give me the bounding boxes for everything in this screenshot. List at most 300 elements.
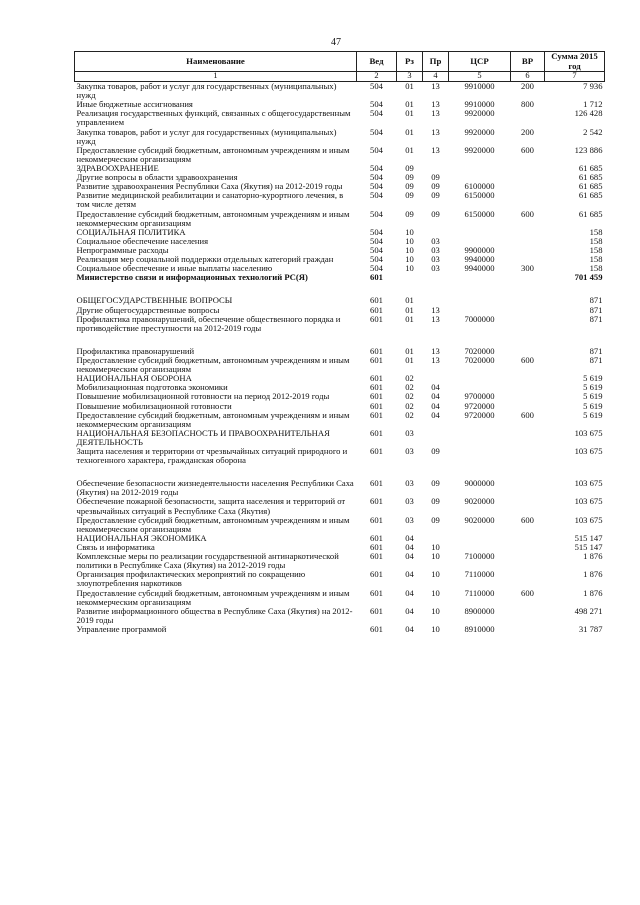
cell-pr: 03 (431, 263, 440, 274)
cell-sum: 1 712 (583, 99, 603, 110)
cell-ved: 601 (370, 542, 383, 553)
cell-rz: 03 (405, 427, 414, 438)
cell-vr (511, 164, 545, 173)
cell-ved (357, 465, 397, 479)
cell-csr: 9920000 (464, 126, 495, 137)
table-row (75, 429, 605, 447)
cell-sum: 103 675 (574, 514, 603, 525)
cell-name: Социальное обеспечение населения (76, 235, 209, 246)
cell-pr: 10 (431, 605, 440, 616)
table-row (75, 411, 605, 429)
cell-pr: 04 (431, 391, 440, 402)
cell-pr: 09 (431, 181, 440, 192)
cell-vr: 200 (521, 81, 534, 91)
cell-sum: 515 147 (574, 542, 603, 553)
cell-csr (449, 429, 511, 447)
cell-vr (511, 552, 545, 570)
cell-rz: 01 (405, 81, 414, 91)
table-row (75, 552, 605, 570)
cell-vr (511, 306, 545, 315)
cell-sum: 701 459 (574, 272, 603, 283)
column-number-row (75, 72, 605, 82)
cell-sum (545, 282, 605, 296)
cell-vr (511, 383, 545, 392)
cell-name: Развитие медицинской реабилитации и санаторно-курортного лечения, в том числе детям (76, 190, 344, 210)
cell-ved: 504 (370, 263, 383, 274)
cell-name: Мобилизационная подготовка экономики (76, 382, 228, 393)
cell-csr: 7020000 (464, 354, 495, 365)
cell-pr: 10 (431, 542, 440, 553)
header-csr: ЦСР (449, 52, 511, 72)
table-row (75, 128, 605, 146)
cell-sum: 61 685 (578, 172, 603, 183)
cell-sum: 158 (589, 244, 603, 255)
cell-vr (511, 191, 545, 209)
cell-name: Предоставление субсидий бюджетным, автономным учреждениям и иным некоммерческим организациям (76, 144, 350, 164)
cell-name: Предоставление субсидий бюджетным, автономным учреждениям и иным некоммерческим организациям (76, 354, 350, 375)
cell-name: Защита населения и территории от чрезвычайных ситуаций природного и техногенного характера, гражданская оборона (76, 446, 348, 466)
cell-pr: 13 (431, 108, 440, 119)
cell-sum: 5 619 (583, 373, 603, 384)
cell-ved: 601 (370, 569, 383, 580)
cell-sum: 103 675 (574, 478, 603, 489)
cell-ved: 504 (370, 81, 383, 91)
cell-ved: 601 (370, 391, 383, 402)
cell-csr (449, 282, 511, 296)
cell-vr (511, 109, 545, 127)
cell-rz: 01 (405, 126, 414, 137)
table-row (75, 82, 605, 101)
cell-sum (545, 465, 605, 479)
cell-sum: 2 542 (583, 126, 603, 137)
cell-csr: 9920000 (464, 144, 495, 155)
cell-ved: 504 (370, 208, 383, 219)
column-number: 3 (397, 72, 423, 82)
cell-csr: 8910000 (464, 624, 495, 635)
table-row (75, 191, 605, 209)
cell-rz: 10 (405, 226, 414, 237)
cell-name: Профилактика правонарушений (76, 345, 195, 356)
cell-ved: 504 (370, 235, 383, 246)
cell-ved: 504 (370, 99, 383, 110)
cell-pr: 03 (431, 254, 440, 265)
cell-name: Предоставление субсидий бюджетным, автономным учреждениям и иным некоммерческим организациям (76, 208, 350, 228)
cell-csr: 9910000 (464, 81, 495, 91)
cell-rz: 01 (405, 295, 414, 306)
cell-ved: 601 (370, 496, 383, 507)
spacer-row (75, 282, 605, 296)
cell-ved: 504 (370, 244, 383, 255)
cell-name: Предоставление субсидий бюджетным, автономным учреждениям и иным некоммерческим организациям (76, 514, 350, 534)
budget-table (74, 51, 605, 634)
cell-vr (511, 315, 545, 333)
cell-pr (423, 333, 449, 347)
cell-name: Предоставление субсидий бюджетным, автономным учреждениям и иным некоммерческим организациям (76, 587, 350, 607)
cell-name: ЗДРАВООХРАНЕНИЕ (76, 162, 159, 173)
cell-csr: 9940000 (464, 254, 495, 265)
table-row (75, 109, 605, 127)
cell-csr (449, 273, 511, 282)
cell-pr (423, 282, 449, 296)
cell-csr (449, 374, 511, 383)
cell-rz: 03 (405, 478, 414, 489)
cell-sum: 126 428 (574, 108, 603, 119)
cell-rz: 01 (405, 345, 414, 356)
cell-csr: 9700000 (464, 391, 495, 402)
cell-pr: 13 (431, 304, 440, 315)
cell-name: Организация профилактических мероприятий по сокращению злоупотребления наркотиков (76, 569, 306, 589)
cell-ved: 504 (370, 181, 383, 192)
cell-vr (511, 534, 545, 543)
cell-pr: 13 (431, 354, 440, 365)
column-number: 1 (75, 72, 357, 82)
cell-vr: 600 (521, 409, 534, 420)
cell-ved: 601 (370, 587, 383, 598)
cell-ved: 504 (370, 254, 383, 265)
cell-name: Развитие здравоохранения Республики Саха (Якутия) на 2012-2019 годы (76, 181, 343, 192)
cell-rz (397, 273, 423, 282)
cell-sum: 498 271 (574, 605, 603, 616)
page-number: 47 (331, 37, 341, 48)
cell-pr: 13 (431, 99, 440, 110)
cell-vr (511, 607, 545, 625)
cell-vr (511, 333, 545, 347)
cell-rz: 01 (405, 99, 414, 110)
cell-rz: 04 (405, 569, 414, 580)
cell-ved: 504 (370, 172, 383, 183)
cell-name: Обеспечение пожарной безопасности, защита населения и территорий от чрезвычайных ситуаций в Республике Саха (Якутия) (76, 496, 346, 516)
column-number: 5 (449, 72, 511, 82)
cell-sum: 515 147 (574, 532, 603, 543)
cell-csr: 6100000 (464, 181, 495, 192)
cell-vr (511, 465, 545, 479)
cell-rz: 02 (405, 409, 414, 420)
cell-rz: 01 (405, 108, 414, 119)
cell-sum: 103 675 (574, 427, 603, 438)
cell-ved: 601 (370, 313, 383, 324)
cell-sum: 103 675 (574, 446, 603, 457)
cell-ved (357, 282, 397, 296)
cell-pr: 13 (431, 144, 440, 155)
cell-sum: 871 (589, 295, 603, 306)
column-number: 6 (511, 72, 545, 82)
table-row (75, 146, 605, 164)
cell-rz: 04 (405, 542, 414, 553)
cell-name: Реализация мер социальной поддержки отдельных категорий граждан (76, 254, 334, 265)
cell-rz: 04 (405, 551, 414, 562)
cell-pr: 10 (431, 587, 440, 598)
header-vr: ВР (511, 52, 545, 72)
cell-csr (449, 447, 511, 465)
cell-ved: 504 (370, 162, 383, 173)
cell-rz: 02 (405, 400, 414, 411)
cell-ved: 601 (370, 551, 383, 562)
cell-sum: 61 685 (578, 190, 603, 201)
cell-pr: 13 (431, 81, 440, 91)
cell-csr (449, 465, 511, 479)
cell-name: Предоставление субсидий бюджетным, автономным учреждениям и иным некоммерческим организациям (76, 409, 350, 429)
table-row (75, 315, 605, 333)
cell-name: НАЦИОНАЛЬНАЯ ОБОРОНА (76, 373, 192, 384)
cell-rz: 09 (405, 190, 414, 201)
cell-ved (357, 333, 397, 347)
cell-vr (511, 543, 545, 552)
cell-pr: 10 (431, 551, 440, 562)
cell-csr: 9020000 (464, 514, 495, 525)
cell-name: Повышение мобилизационной готовности на период 2012-2019 годы (76, 391, 330, 402)
cell-sum: 61 685 (578, 181, 603, 192)
cell-name: ОБЩЕГОСУДАРСТВЕННЫЕ ВОПРОСЫ (76, 295, 233, 306)
header-rz: Рз (397, 52, 423, 72)
cell-vr (511, 570, 545, 588)
cell-ved: 601 (370, 514, 383, 525)
cell-vr (511, 374, 545, 383)
cell-vr: 600 (521, 144, 534, 155)
cell-pr (423, 465, 449, 479)
cell-csr: 9920000 (464, 108, 495, 119)
cell-pr: 03 (431, 244, 440, 255)
cell-name (75, 333, 357, 347)
cell-name: Иные бюджетные ассигнования (76, 99, 193, 110)
cell-rz (397, 333, 423, 347)
cell-name: Реализация государственных функций, связанных с общегосударственным управлением (76, 108, 351, 128)
cell-name: Профилактика правонарушений, обеспечение общественного порядка и противодействие преступности на 2012-2019 годы (76, 313, 341, 333)
cell-pr (423, 273, 449, 282)
cell-name: Непрограммные расходы (76, 244, 169, 255)
cell-csr (449, 333, 511, 347)
cell-ved: 504 (370, 144, 383, 155)
cell-sum: 123 886 (574, 144, 603, 155)
cell-vr (511, 273, 545, 282)
cell-pr (423, 429, 449, 447)
cell-sum: 158 (589, 254, 603, 265)
cell-rz: 10 (405, 244, 414, 255)
cell-name: Закупка товаров, работ и услуг для государственных (муниципальных) нужд (76, 81, 337, 101)
cell-name: Повышение мобилизационной готовности (76, 400, 232, 411)
cell-csr: 9940000 (464, 263, 495, 274)
cell-sum: 5 619 (583, 382, 603, 393)
cell-ved: 504 (370, 108, 383, 119)
cell-vr: 600 (521, 354, 534, 365)
cell-name: Другие общегосударственные вопросы (76, 304, 220, 315)
cell-sum: 158 (589, 226, 603, 237)
cell-csr (449, 296, 511, 305)
cell-name: Комплексные меры по реализации государственной антинаркотической политики в Республике Саха (Якутия) на 2012-2019 годы (76, 551, 339, 571)
cell-rz: 09 (405, 181, 414, 192)
cell-vr: 800 (521, 99, 534, 110)
cell-csr (449, 228, 511, 237)
cell-sum: 1 876 (583, 587, 603, 598)
header-ved: Вед (357, 52, 397, 72)
cell-rz: 04 (405, 587, 414, 598)
cell-name: Связь и информатика (76, 542, 155, 553)
cell-vr: 300 (521, 263, 534, 274)
cell-rz: 10 (405, 254, 414, 265)
cell-sum: 5 619 (583, 400, 603, 411)
cell-rz (397, 465, 423, 479)
table-row (75, 589, 605, 607)
cell-vr (511, 296, 545, 305)
header-sum: Сумма 2015 год (545, 52, 605, 72)
cell-vr (511, 479, 545, 497)
cell-rz: 01 (405, 354, 414, 365)
cell-csr: 9900000 (464, 244, 495, 255)
cell-csr: 7110000 (464, 587, 495, 598)
cell-sum: 1 876 (583, 551, 603, 562)
cell-vr: 600 (521, 208, 534, 219)
cell-csr (449, 164, 511, 173)
cell-csr: 7100000 (464, 551, 495, 562)
cell-sum: 871 (589, 354, 603, 365)
cell-rz: 09 (405, 208, 414, 219)
cell-vr (511, 497, 545, 515)
cell-rz: 10 (405, 263, 414, 274)
cell-name: НАЦИОНАЛЬНАЯ БЕЗОПАСНОСТЬ И ПРАВООХРАНИТЕЛЬНАЯ ДЕЯТЕЛЬНОСТЬ (76, 427, 330, 447)
spacer-row (75, 465, 605, 479)
cell-sum: 7 936 (583, 81, 603, 91)
cell-ved: 601 (370, 624, 383, 635)
table-row (75, 497, 605, 515)
spacer-row (75, 333, 605, 347)
cell-pr: 09 (431, 514, 440, 525)
cell-csr: 7020000 (464, 345, 495, 356)
cell-vr (511, 237, 545, 246)
table-row (75, 447, 605, 465)
table-body (75, 82, 605, 635)
cell-csr: 8900000 (464, 605, 495, 616)
cell-ved: 601 (370, 304, 383, 315)
cell-csr: 9020000 (464, 496, 495, 507)
cell-ved: 601 (370, 409, 383, 420)
cell-pr: 03 (431, 235, 440, 246)
cell-ved: 601 (370, 446, 383, 457)
table-row (75, 625, 605, 634)
cell-sum: 31 787 (578, 624, 603, 635)
cell-csr (449, 534, 511, 543)
table-row (75, 516, 605, 534)
cell-rz: 02 (405, 391, 414, 402)
cell-name: Управление программой (76, 624, 167, 635)
cell-sum (545, 333, 605, 347)
cell-sum: 103 675 (574, 496, 603, 507)
cell-rz: 04 (405, 532, 414, 543)
cell-ved: 601 (370, 345, 383, 356)
cell-rz: 01 (405, 304, 414, 315)
header-row (75, 52, 605, 72)
table-row (75, 607, 605, 625)
cell-sum: 871 (589, 304, 603, 315)
cell-name: НАЦИОНАЛЬНАЯ ЭКОНОМИКА (76, 532, 207, 543)
cell-sum: 5 619 (583, 391, 603, 402)
cell-sum: 5 619 (583, 409, 603, 420)
cell-csr: 9000000 (464, 478, 495, 489)
cell-ved: 601 (370, 532, 383, 543)
cell-rz: 04 (405, 624, 414, 635)
cell-ved: 601 (370, 478, 383, 489)
cell-vr (511, 447, 545, 465)
cell-ved: 504 (370, 190, 383, 201)
cell-sum: 871 (589, 345, 603, 356)
header-name: Наименование (75, 52, 357, 72)
cell-vr: 200 (521, 126, 534, 137)
cell-name: Обеспечение безопасности жизнедеятельности населения Республики Саха (Якутия) на 2012-2019 годы (76, 478, 354, 498)
cell-vr (511, 392, 545, 401)
cell-ved: 601 (370, 605, 383, 616)
cell-vr (511, 282, 545, 296)
cell-csr: 9720000 (464, 409, 495, 420)
cell-ved: 601 (370, 427, 383, 438)
cell-rz: 10 (405, 235, 414, 246)
cell-ved: 601 (370, 354, 383, 365)
cell-pr: 04 (431, 409, 440, 420)
cell-rz (397, 282, 423, 296)
cell-name (75, 282, 357, 296)
cell-pr: 09 (431, 208, 440, 219)
cell-ved: 601 (370, 373, 383, 384)
cell-vr: 600 (521, 587, 534, 598)
cell-rz: 01 (405, 144, 414, 155)
cell-csr: 7110000 (464, 569, 495, 580)
cell-pr: 10 (431, 624, 440, 635)
cell-csr: 6150000 (464, 190, 495, 201)
cell-csr: 9910000 (464, 99, 495, 110)
cell-sum: 1 876 (583, 569, 603, 580)
cell-name: Министерство связи и информационных технологий РС(Я) (76, 272, 308, 283)
cell-vr (511, 228, 545, 237)
cell-ved: 601 (370, 382, 383, 393)
cell-ved: 601 (370, 295, 383, 306)
cell-name: Другие вопросы в области здравоохранения (76, 172, 238, 183)
cell-sum: 61 685 (578, 208, 603, 219)
table-row (75, 210, 605, 228)
cell-pr: 13 (431, 313, 440, 324)
cell-pr: 09 (431, 478, 440, 489)
column-number: 7 (545, 72, 605, 82)
cell-pr: 04 (431, 382, 440, 393)
cell-pr: 09 (431, 446, 440, 457)
cell-ved: 601 (370, 400, 383, 411)
cell-pr: 13 (431, 126, 440, 137)
cell-rz: 03 (405, 446, 414, 457)
cell-vr: 600 (521, 514, 534, 525)
cell-rz: 02 (405, 373, 414, 384)
cell-rz: 02 (405, 382, 414, 393)
cell-sum: 158 (589, 263, 603, 274)
table-row (75, 273, 605, 282)
cell-ved: 504 (370, 226, 383, 237)
cell-rz: 01 (405, 313, 414, 324)
cell-sum: 158 (589, 235, 603, 246)
cell-rz: 03 (405, 496, 414, 507)
cell-name: Социальное обеспечение и иные выплаты населению (76, 263, 273, 274)
cell-pr: 09 (431, 190, 440, 201)
table-row (75, 570, 605, 588)
cell-pr: 09 (431, 172, 440, 183)
cell-vr (511, 429, 545, 447)
cell-rz: 09 (405, 162, 414, 173)
cell-name (75, 465, 357, 479)
cell-vr (511, 625, 545, 634)
cell-name: СОЦИАЛЬНАЯ ПОЛИТИКА (76, 226, 186, 237)
cell-vr (511, 246, 545, 255)
cell-rz: 03 (405, 514, 414, 525)
cell-rz: 09 (405, 172, 414, 183)
cell-pr: 10 (431, 569, 440, 580)
table-row (75, 356, 605, 374)
cell-csr: 9720000 (464, 400, 495, 411)
cell-name: Развитие информационного общества в Республике Саха (Якутия) на 2012-2019 годы (76, 605, 353, 625)
column-number: 4 (423, 72, 449, 82)
